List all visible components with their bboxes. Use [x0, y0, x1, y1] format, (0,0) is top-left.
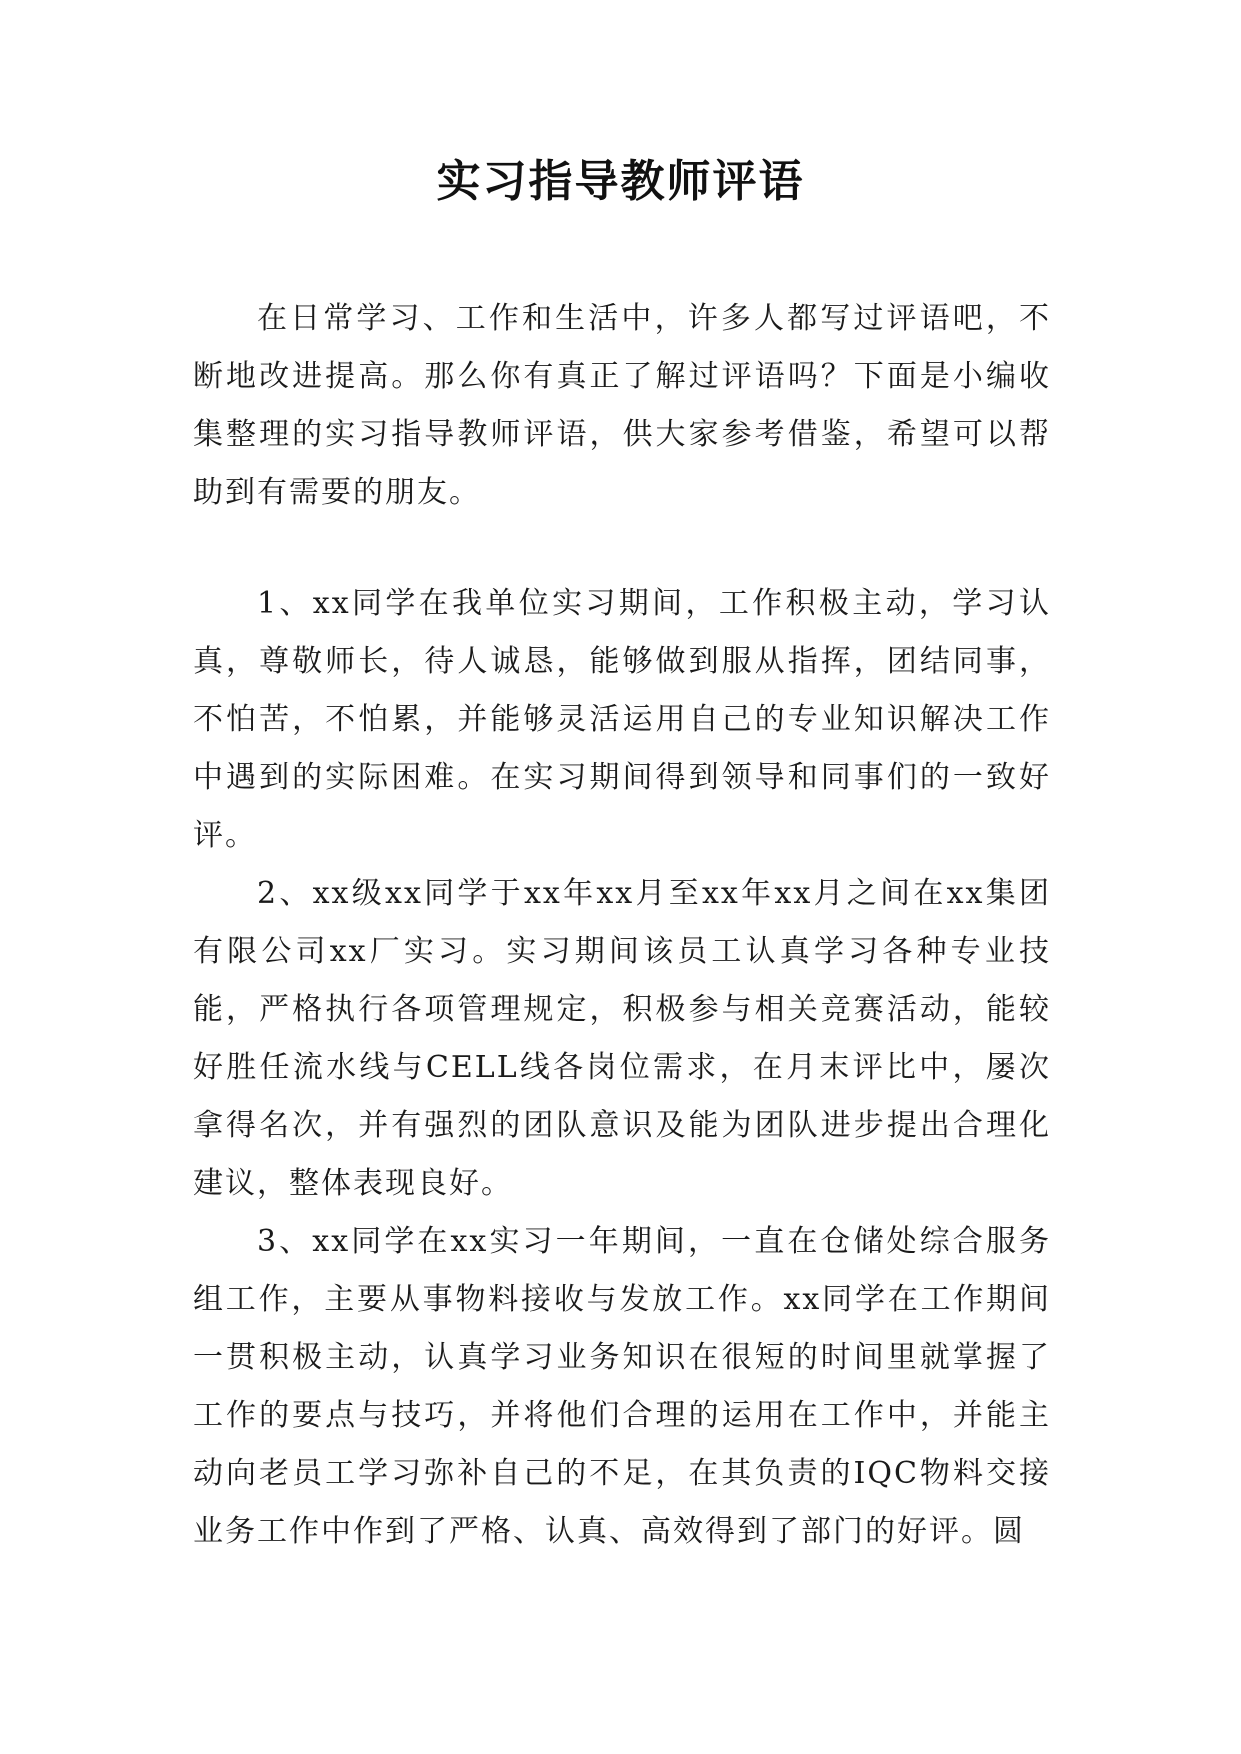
intro-paragraph: 在日常学习、工作和生活中，许多人都写过评语吧，不断地改进提高。那么你有真正了解过评语吗？下面是小编收集整理的实习指导教师评语，供大家参考借鉴，希望可以帮助到有需要的朋友。	[193, 301, 1051, 510]
comment-paragraph-1: 1、xx同学在我单位实习期间，工作积极主动，学习认真，尊敬师长，待人诚恳，能够做到服从指挥，团结同事，不怕苦，不怕累，并能够灵活运用自己的专业知识解决工作中遇到的实际困难。在实习期间得到领导和同事们的一致好评。	[193, 586, 1051, 853]
intro-section	[193, 290, 1051, 522]
comment-paragraph-2: 2、xx级xx同学于xx年xx月至xx年xx月之间在xx集团有限公司xx厂实习。实习期间该员工认真学习各种专业技能，严格执行各项管理规定，积极参与相关竞赛活动，能较好胜任流水线与CELL线各岗位需求，在月末评比中，屡次拿得名次，并有强烈的团队意识及能为团队进步提出合理化建议，整体表现良好。	[193, 876, 1051, 1201]
document-title: 实习指导教师评语	[436, 156, 805, 207]
comment-paragraph-3: 3、xx同学在xx实习一年期间，一直在仓储处综合服务组工作，主要从事物料接收与发放工作。xx同学在工作期间一贯积极主动，认真学习业务知识在很短的时间里就掌握了工作的要点与技巧，并将他们合理的运用在工作中，并能主动向老员工学习弥补自己的不足，在其负责的IQC物料交接业务工作中作到了严格、认真、高效得到了部门的好评。圆	[193, 1224, 1051, 1549]
comments-section	[193, 575, 1051, 1561]
